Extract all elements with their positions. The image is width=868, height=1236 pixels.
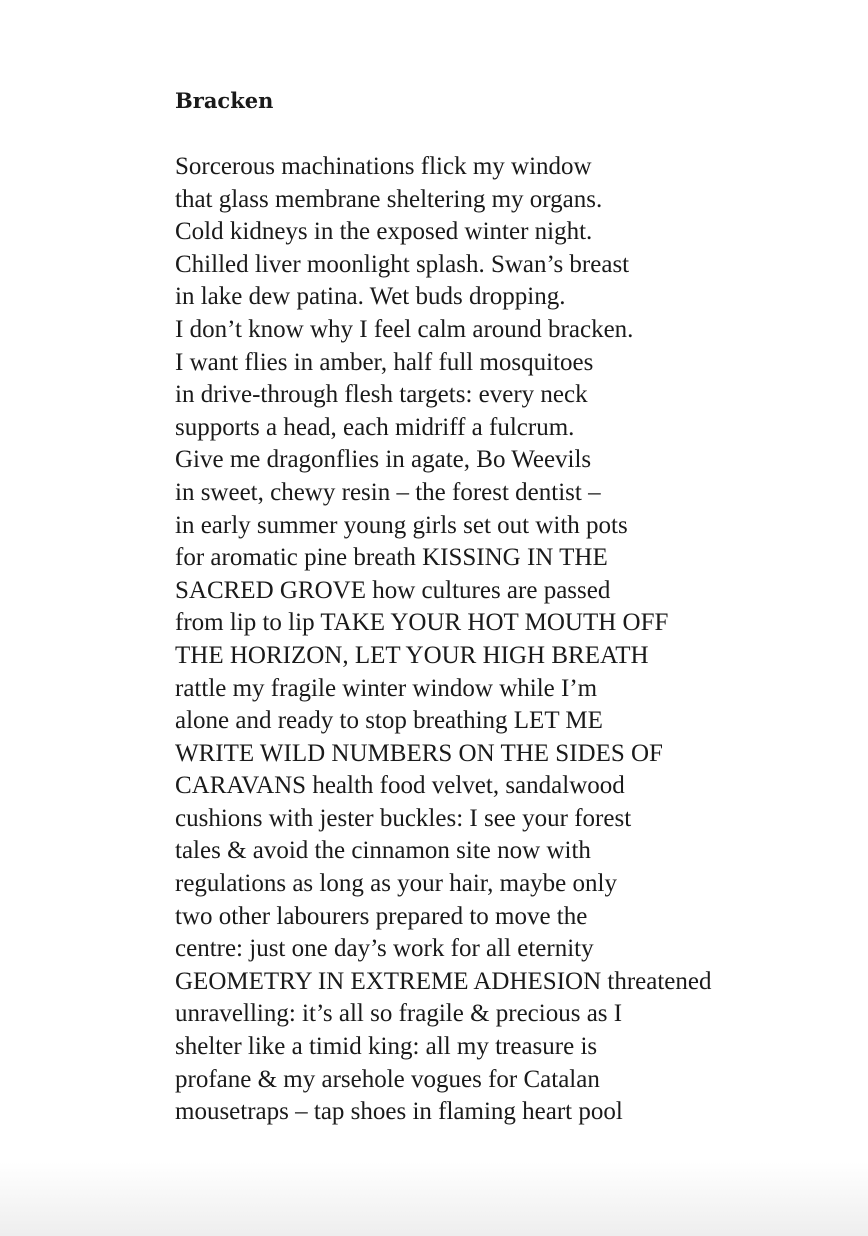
poem-line: profane & my arsehole vogues for Catalan [175,1065,600,1093]
poem-line: from lip to lip TAKE YOUR HOT MOUTH OFF [175,609,669,637]
poem-body [175,151,712,1129]
poem-line: two other labourers prepared to move the [175,902,588,930]
poem-line: cushions with jester buckles: I see your forest [175,804,632,832]
poem-line: in lake dew patina. Wet buds dropping. [175,283,566,311]
page-bottom-shadow [0,1162,868,1236]
poem-line: regulations as long as your hair, maybe only [175,870,617,898]
poem-line: I want flies in amber, half full mosquitoes [175,348,594,376]
poem-line: THE HORIZON, LET YOUR HIGH BREATH [175,641,649,669]
poem-line: in sweet, chewy resin – the forest dentist – [175,478,601,506]
poem-line: GEOMETRY IN EXTREME ADHESION threatened [175,967,712,995]
poem-line: I don’t know why I feel calm around bracken. [175,315,634,343]
poem-line: unravelling: it’s all so fragile & precious as I [175,1000,623,1028]
poem-line: tales & avoid the cinnamon site now with [175,837,591,865]
poem-line: SACRED GROVE how cultures are passed [175,576,611,604]
poem-line: supports a head, each midriff a fulcrum. [175,413,575,441]
poem-line: in early summer young girls set out with pots [175,511,628,539]
poem-line: shelter like a timid king: all my treasure is [175,1033,598,1061]
poem-line: Chilled liver moonlight splash. Swan’s breast [175,250,630,278]
poem-line: for aromatic pine breath KISSING IN THE [175,544,608,572]
poem-line: centre: just one day’s work for all eternity [175,935,594,963]
poem-line: rattle my fragile winter window while I’m [175,674,598,702]
poem-line: Sorcerous machinations flick my window [175,153,592,180]
poem-line: Cold kidneys in the exposed winter night. [175,218,593,246]
poem-line: that glass membrane sheltering my organs. [175,185,603,213]
poem-line: alone and ready to stop breathing LET ME [175,707,603,735]
poem-line: mousetraps – tap shoes in flaming heart pool [175,1098,623,1126]
poem-line: in drive-through flesh targets: every neck [175,381,588,409]
poem-line: CARAVANS health food velvet, sandalwood [175,772,625,800]
poem-line: Give me dragonflies in agate, Bo Weevils [175,446,592,474]
poem-line: WRITE WILD NUMBERS ON THE SIDES OF [175,739,663,767]
poem-title: Bracken [175,88,274,113]
